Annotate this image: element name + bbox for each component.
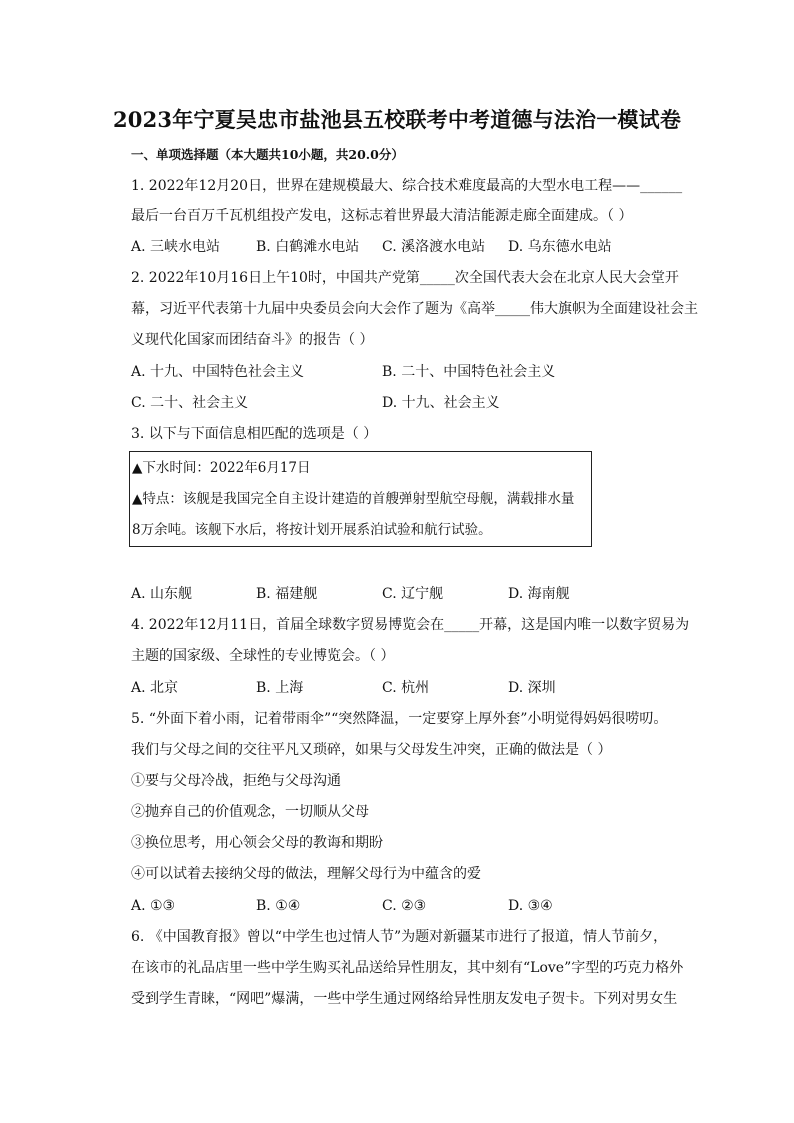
question-2-option-d: D. 十九、社会主义	[382, 395, 500, 411]
question-4-option-c: C. 杭州	[382, 680, 430, 696]
question-5-item-3: ③换位思考，用心领会父母的教诲和期盼	[131, 835, 383, 851]
question-1-line-1: 1. 2022年12月20日，世界在建规模最大、综合技术难度最高的大型水电工程——______	[131, 178, 683, 194]
question-2-line-2: 幕，习近平代表第十九届中央委员会向大会作了题为《高举_____伟大旗帜为全面建设社会主	[131, 301, 698, 317]
question-4-option-b: B. 上海	[256, 680, 304, 696]
question-3-option-b: B. 福建舰	[256, 586, 318, 602]
question-1-option-a: A. 三峡水电站	[131, 239, 221, 255]
question-4-line-1: 4. 2022年12月11日，首届全球数字贸易博览会在_____开幕，这是国内唯一以数字贸易为	[131, 617, 690, 633]
question-2-line-3: 义现代化国家而团结奋斗》的报告（ ）	[131, 332, 374, 348]
question-5-item-1: ①要与父母冷战，拒绝与父母沟通	[131, 773, 341, 789]
question-6-line-1: 6. 《中国教育报》曾以“中学生也过情人节”为题对新疆某市进行了报道，情人节前夕，	[131, 929, 668, 945]
question-5-option-c: C. ②③	[382, 898, 427, 914]
question-4-option-a: A. 北京	[131, 680, 179, 696]
question-5-option-a: A. ①③	[131, 898, 176, 914]
question-1-line-2: 最后一台百万千瓦机组投产发电，这标志着世界最大清洁能源走廊全面建成。（ ）	[131, 208, 633, 224]
info-box-line-2: ▲特点：该舰是我国完全自主设计建造的首艘弹射型航空母舰，满载排水量	[132, 491, 575, 507]
question-3-info-box	[129, 451, 592, 547]
question-3-option-a: A. 山东舰	[131, 586, 193, 602]
question-4-option-d: D. 深圳	[508, 680, 556, 696]
question-3-line-1: 3. 以下与下面信息相匹配的选项是（ ）	[131, 426, 378, 442]
question-5-line-2: 我们与父母之间的交往平凡又琐碎，如果与父母发生冲突，正确的做法是（ ）	[131, 742, 612, 758]
question-1-option-b: B. 白鹤滩水电站	[256, 239, 360, 255]
question-5-option-d: D. ③④	[508, 898, 553, 914]
question-2-option-a: A. 十九、中国特色社会主义	[131, 364, 305, 380]
question-6-line-3: 受到学生青睐，“网吧”爆满，一些中学生通过网络给异性朋友发电子贺卡。下列对男女生	[131, 991, 678, 1007]
question-5-option-b: B. ①④	[256, 898, 301, 914]
question-6-line-2: 在该市的礼品店里一些中学生购买礼品送给异性朋友，其中刻有“Love”字型的巧克力格外	[131, 960, 684, 976]
question-3-option-d: D. 海南舰	[508, 586, 570, 602]
page-title: 2023年宁夏吴忠市盐池县五校联考中考道德与法治一模试卷	[112, 107, 682, 132]
question-5-line-1: 5. “外面下着小雨，记着带雨伞”“突然降温，一定要穿上厚外套”小明觉得妈妈很唠叨。	[131, 711, 668, 727]
question-3-option-c: C. 辽宁舰	[382, 586, 444, 602]
question-5-item-4: ④可以试着去接纳父母的做法，理解父母行为中蕴含的爱	[131, 866, 481, 882]
info-box-line-3: 8万余吨。该舰下水后，将按计划开展系泊试验和航行试验。	[132, 522, 492, 538]
question-2-option-c: C. 二十、社会主义	[131, 395, 249, 411]
question-5-item-2: ②抛弃自己的价值观念，一切顺从父母	[131, 804, 369, 820]
section-header: 一、单项选择题（本大题共10小题，共20.0分）	[131, 147, 404, 162]
question-2-option-b: B. 二十、中国特色社会主义	[382, 364, 556, 380]
info-box-line-1: ▲下水时间：2022年6月17日	[132, 460, 311, 476]
question-2-line-1: 2. 2022年10月16日上午10时，中国共产党第_____次全国代表大会在北京人民大会堂开	[131, 270, 679, 286]
question-4-line-2: 主题的国家级、全球性的专业博览会。（ ）	[131, 648, 395, 664]
question-1-option-d: D. 乌东德水电站	[508, 239, 612, 255]
question-1-option-c: C. 溪洛渡水电站	[382, 239, 486, 255]
